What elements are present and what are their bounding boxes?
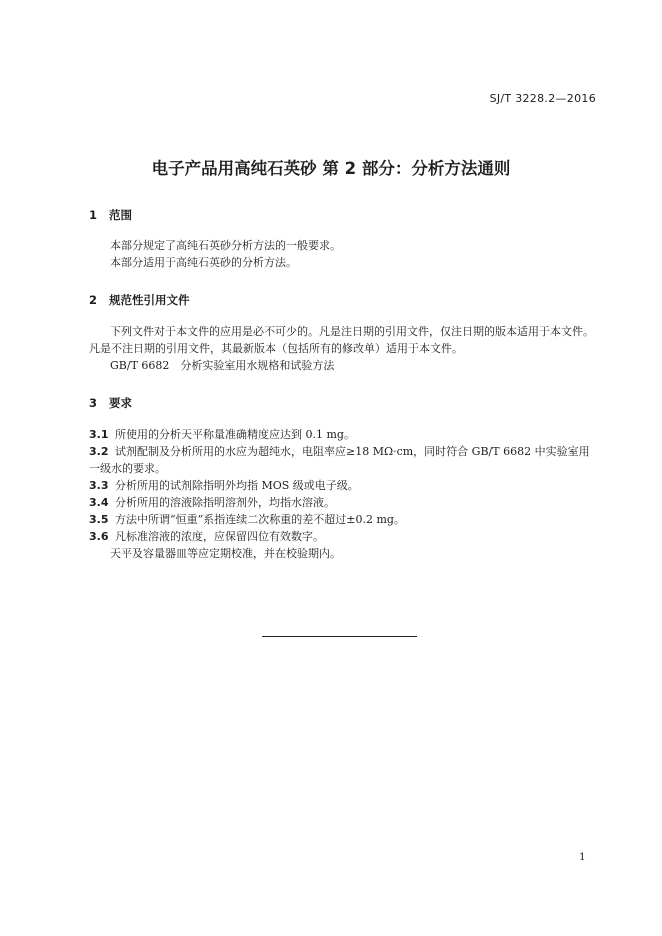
section-title: 规范性引用文件 [109, 293, 190, 307]
clause-3-3 [89, 477, 359, 494]
clause-text: 所使用的分析天平称量准确精度应达到 0.1 mg。 [115, 428, 355, 441]
clause-3-5 [89, 511, 405, 528]
section-number: 1 [89, 208, 98, 222]
section-number: 3 [89, 396, 98, 410]
section-2-heading [89, 292, 190, 308]
section-title: 要求 [109, 396, 132, 410]
clause-3-6 [89, 528, 324, 545]
section-3-heading [89, 395, 132, 411]
section-number: 2 [89, 293, 98, 307]
clause-text: 分析所用的溶液除指明溶剂外，均指水溶液。 [115, 496, 335, 509]
document-title: 电子产品用高纯石英砂 第 2 部分：分析方法通则 [151, 159, 511, 178]
standard-code: SJ/T 3228.2—2016 [489, 92, 596, 105]
page-number: 1 [579, 851, 586, 863]
clause-number: 3.3 [89, 479, 109, 492]
clause-text: 凡标准溶液的浓度，应保留四位有效数字。 [115, 530, 324, 543]
references-paragraph-line-1: 下列文件对于本文件的应用是必不可少的。凡是注日期的引用文件，仅注日期的版本适用于本文件。 [110, 325, 594, 338]
clause-number: 3.4 [89, 496, 109, 509]
clause-3-1 [89, 426, 355, 443]
scope-paragraph-2: 本部分适用于高纯石英砂的分析方法。 [110, 256, 297, 269]
reference-gbt-6682: GB/T 6682 分析实验室用水规格和试验方法 [110, 359, 335, 372]
section-1-heading [89, 207, 132, 223]
clause-text: 分析所用的试剂除指明外均指 MOS 级或电子级。 [115, 479, 359, 492]
clause-3-6-continuation: 天平及容量器皿等应定期校准，并在校验期内。 [110, 547, 341, 560]
clause-3-2 [89, 443, 590, 460]
end-of-document-rule [262, 636, 417, 637]
clause-3-2-continuation: 一级水的要求。 [89, 462, 166, 475]
clause-text: 方法中所谓“恒重”系指连续二次称重的差不超过±0.2 mg。 [115, 513, 405, 526]
clause-number: 3.5 [89, 513, 109, 526]
clause-number: 3.2 [89, 445, 109, 458]
scope-paragraph-1: 本部分规定了高纯石英砂分析方法的一般要求。 [110, 239, 341, 252]
clause-number: 3.6 [89, 530, 109, 543]
references-paragraph-line-2: 凡是不注日期的引用文件，其最新版本（包括所有的修改单）适用于本文件。 [89, 342, 463, 355]
clause-3-4 [89, 494, 335, 511]
section-title: 范围 [109, 208, 132, 222]
clause-text: 试剂配制及分析所用的水应为超纯水，电阻率应≥18 MΩ·cm，同时符合 GB/T 6682 中实验室用 [115, 445, 590, 458]
clause-number: 3.1 [89, 428, 109, 441]
